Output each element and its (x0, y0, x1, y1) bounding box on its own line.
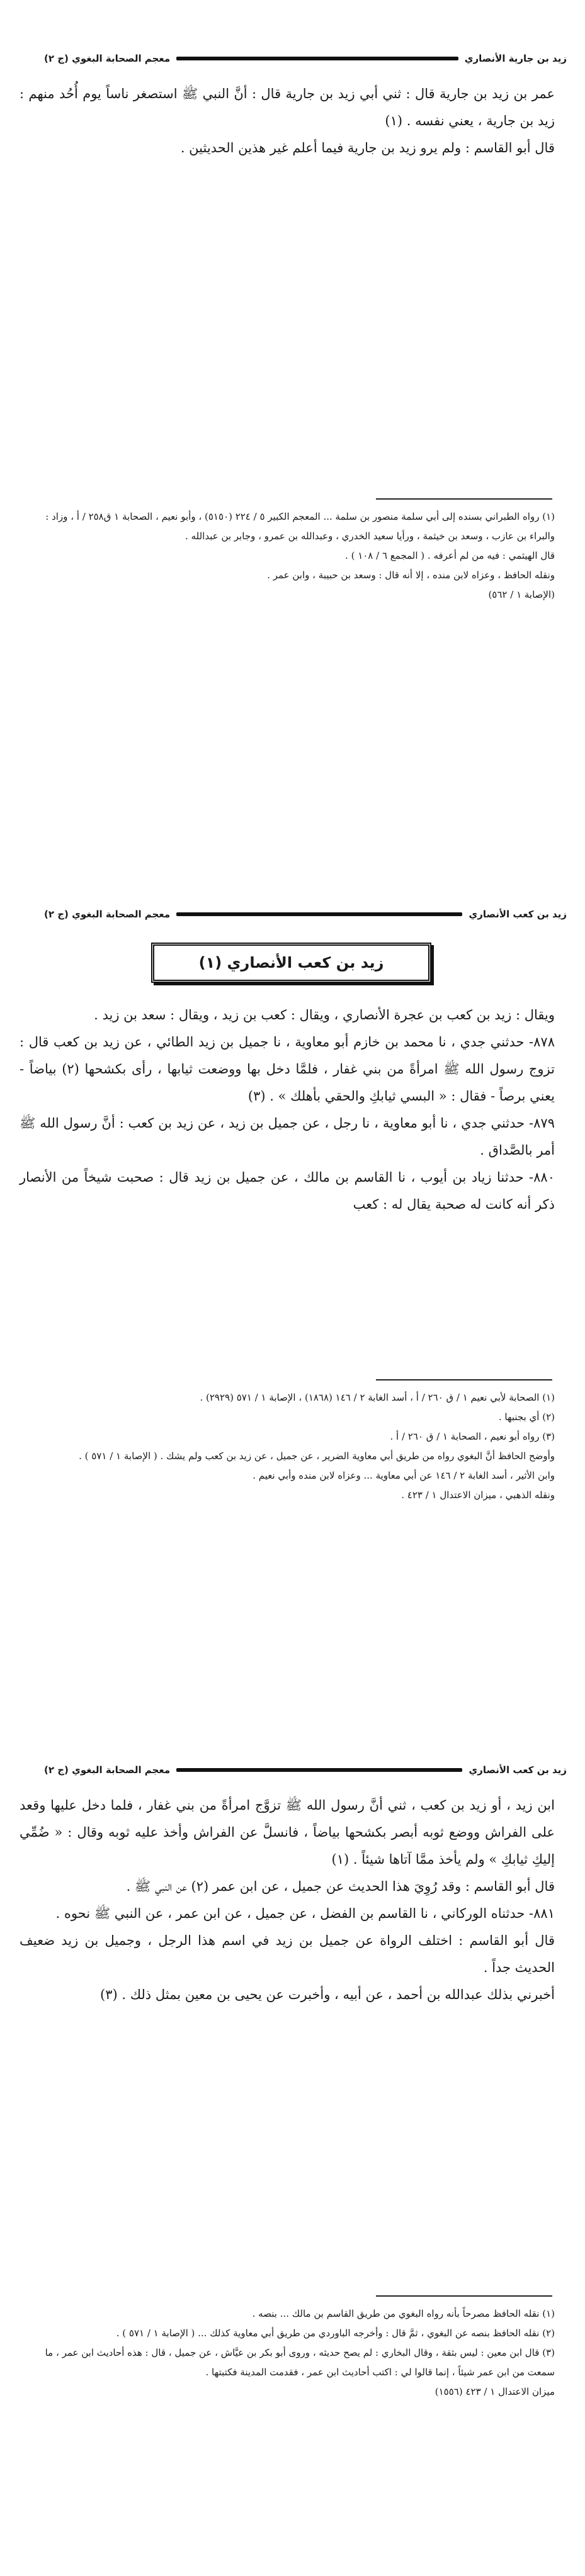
section-title: زيد بن كعب الأنصاري (١) (198, 954, 384, 972)
paragraph: ٨٨١- حدثناه الوركاني ، نا القاسم بن الفضل ، عن جميل ، عن ابن عمر ، عن النبي ﷺ نحوه . (55, 1906, 555, 1921)
body-text (20, 81, 555, 162)
footnote: وابن الأثير ، أسد الغابة ٢ / ١٤٦ عن أبي معاوية ... وعزاه لابن منده وأبي نعيم . (253, 1470, 555, 1481)
header-book-title: معجم الصحابة البغوي (ج ٢) (44, 909, 171, 920)
footnote: وأوضح الحافظ أنَّ البغوي رواه من طريق أبي معاوية الضرير ، عن جميل ، عن زيد بن كعب ولم يشك . ( الإصابة ١ / ٥٧١ ) . (79, 1450, 555, 1462)
paragraph: ٨٧٨- حدثني جدي ، نا محمد بن خازم أبو معاوية ، نا جميل بن زيد الطائي ، عن زيد بن كعب قال : تزوج رسول الله ﷺ امرأةً من بني غفار ، فلمَّا دخل بها ووضعت ثيابها ، رأى بكشحها (٢) بياضاً - يعني برصاً - فقال : « البسي ثيابكِ والحقي بأهلك » . (٣) (20, 1034, 555, 1104)
body-text (20, 1002, 555, 1218)
header-rule (176, 1768, 462, 1772)
page-3 (0, 1711, 585, 2576)
footnote: (الإصابة ١ / ٥٦٢) (488, 589, 555, 600)
header-chapter-title: زيد بن كعب الأنصاري (469, 1764, 567, 1776)
running-header (44, 905, 567, 924)
paragraph: ٨٨٠- حدثنا زياد بن أيوب ، نا القاسم بن مالك ، عن جميل بن زيد قال : صحبت شيخاً من الأنصار ذكر أنه كانت له صحبة يقال له : كعب (20, 1170, 555, 1212)
page-1 (0, 0, 585, 856)
running-header (44, 1761, 567, 1779)
header-rule (176, 912, 462, 916)
running-header (44, 49, 567, 68)
header-chapter-title: زيد بن جارية الأنصاري (464, 53, 567, 64)
footnote: ميزان الاعتدال ١ / ٤٢٣ (١٥٥٦) (434, 2386, 555, 2397)
header-chapter-title: زيد بن كعب الأنصاري (469, 909, 567, 920)
section-title-box (151, 943, 431, 983)
footnote: (١) نقله الحافظ مصرحاً بأنه رواه البغوي من طريق القاسم بن مالك ... بنصه . (252, 2308, 555, 2319)
paragraph: ابن زيد ، أو زيد بن كعب ، ثني أنَّ رسول الله ﷺ تزوَّج امرأةً من بني غفار ، فلما دخل عليها وقعد على الفراش ووضع ثوبه أبصر بكشحها بياضاً ، فانسلَّ عن الفراش وأخذ عليه ثوبه وقال : « ضُمِّي إليكِ ثيابكِ » ولم يأخذ ممَّا آتاها شيئاً . (١) (20, 1798, 555, 1867)
header-book-title: معجم الصحابة البغوي (ج ٢) (44, 1764, 171, 1776)
header-rule (176, 57, 458, 60)
footnotes (20, 2304, 555, 2402)
paragraph: قال أبو القاسم : وقد رُوِيَ هذا الحديث عن جميل ، عن ابن عمر (٢) عن النبي ﷺ . (126, 1879, 555, 1894)
page-2 (0, 856, 585, 1711)
footnote: (١) الصحابة لأبي نعيم ١ / ق ٢٦٠ / أ ، أسد الغابة ٢ / ١٤٦ (١٨٦٨) ، الإصابة ١ / ٥٧١ (٢٩٢٩) . (200, 1392, 555, 1403)
footnote-rule (376, 2295, 552, 2297)
footnotes (20, 1388, 555, 1505)
footnote: (٢) نقله الحافظ بنصه عن البغوي ، ثمَّ قال : وأخرجه الباوردي من طريق أبي معاوية كذلك ... ( الإصابة ١ / ٥٧١ ) . (116, 2327, 555, 2339)
footnote-rule (376, 1379, 552, 1380)
footnote: ونقله الحافظ ، وعزاه لابن منده ، إلا أنه قال : وسعد بن حبيبة ، وابن عمر . (267, 569, 555, 581)
paragraph: أخبرني بذلك عبدالله بن أحمد ، عن أبيه ، وأخبرت عن يحيى بن معين بمثل ذلك . (٣) (100, 1987, 555, 2002)
paragraph: ٨٧٩- حدثني جدي ، نا أبو معاوية ، نا رجل ، عن جميل بن زيد ، عن زيد بن كعب : أنَّ رسول الله ﷺ أمر بالصَّداق . (20, 1116, 555, 1158)
footnote: (١) رواه الطبراني بسنده إلى أبي سلمة منصور بن سلمة ... المعجم الكبير ٥ / ٢٢٤ (٥١٥٠) ، وأبو نعيم ، الصحابة ١ ق٢٥٨ / أ ، وزاد : والبراء بن عازب ، وسعد بن خيثمة ، ورأيا سعيد الخدري ، وعبدالله بن عمرو ، وجابر بن عبدالله . (45, 511, 555, 542)
header-book-title: معجم الصحابة البغوي (ج ٢) (44, 53, 171, 64)
footnote-rule (376, 498, 552, 500)
footnote: (٣) قال ابن معين : ليس بثقة ، وقال البخاري : لم يصح حديثه ، وروى أبو بكر بن عيَّاش ، عن جميل ، قال : هذه أحاديث ابن عمر ، ما سمعت من ابن عمر شيئاً ، إنما قالوا لي : اكتب أحاديث ابن عمر ، فقدمت المدينة فكتبتها . (45, 2347, 555, 2378)
footnotes (20, 507, 555, 605)
footnote: (٢) أي بجنبها . (498, 1411, 555, 1423)
paragraph: ويقال : زيد بن كعب بن عجرة الأنصاري ، ويقال : كعب بن زيد ، ويقال : سعد بن زيد . (94, 1007, 555, 1022)
footnote: ونقله الذهبي ، ميزان الاعتدال ١ / ٤٢٣ . (401, 1489, 555, 1501)
paragraph: عمر بن زيد بن جارية قال : ثني أبي زيد بن جارية قال : أنَّ النبي ﷺ استصغر ناساً يوم أُحُد منهم : زيد بن جارية ، يعني نفسه . (١) (20, 86, 555, 128)
footnote: (٣) رواه أبو نعيم ، الصحابة ١ / ق ٢٦٠ / أ . (390, 1431, 555, 1442)
footnote: قال الهيثمي : فيه من لم أعرفه . ( المجمع ٦ / ١٠٨ ) . (345, 550, 555, 561)
body-text (20, 1792, 555, 2008)
paragraph: قال أبو القاسم : ولم يرو زيد بن جارية فيما أعلم غير هذين الحديثين . (180, 140, 555, 155)
paragraph: قال أبو القاسم : اختلف الرواة عن جميل بن زيد في اسم هذا الرجل ، وجميل بن زيد ضعيف الحديث جداً . (20, 1933, 555, 1975)
